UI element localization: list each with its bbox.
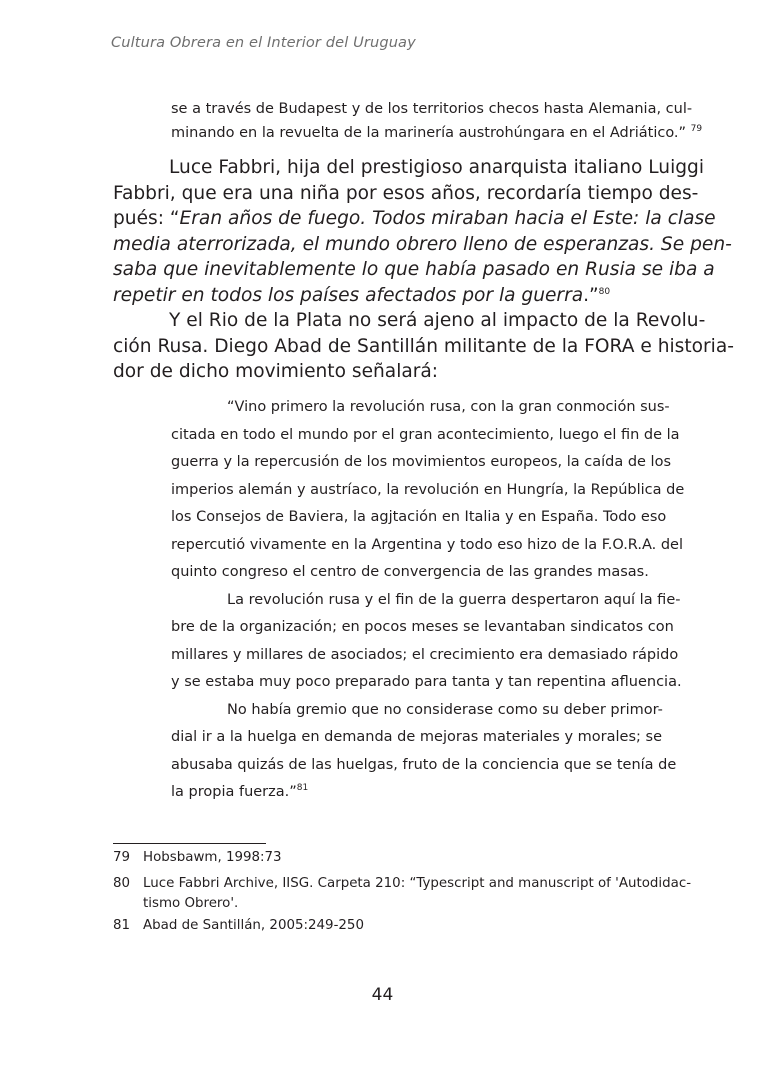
bq-p3-line-3: abusaba quizás de las huelgas, fruto de la conciencia que se tenía de xyxy=(171,756,677,773)
para1-line-6-italic: repetir en todos los países afectados por la guerra xyxy=(113,284,584,306)
paragraph-luce-fabbri xyxy=(113,155,732,308)
bq-p3-line-2: dial ir a la huelga en demanda de mejoras materiales y morales; se xyxy=(171,729,662,745)
bq-p1-line-1: “Vino primero la revolución rusa, con la gran conmoción sus- xyxy=(227,399,670,415)
quote-top-line-1: se a través de Budapest y de los territorios checos hasta Alemania, cul- xyxy=(171,101,693,117)
footnote-text xyxy=(143,916,663,936)
para1-line-6-suffix: .” xyxy=(583,284,599,306)
bq-p2-line-1: La revolución rusa y el fin de la guerra despertaron aquí la fie- xyxy=(227,591,681,608)
bq-p1-line-6: repercutió vivamente en la Argentina y todo eso hizo de la F.O.R.A. del xyxy=(171,536,684,553)
footnote-number: 79 xyxy=(113,850,131,865)
footnote-79 xyxy=(113,848,663,868)
bq-p1-line-2: citada en todo el mundo por el gran acontecimiento, luego el fin de la xyxy=(171,426,680,443)
bq-p1-line-3: guerra y la repercusión de los movimientos europeos, la caída de los xyxy=(171,454,672,470)
footnote-ref-81: 81 xyxy=(296,783,309,794)
para2-line-3: dor de dicho movimiento señalará: xyxy=(113,361,439,382)
para1-line-5: saba que inevitablemente lo que había pasado en Rusia se iba a xyxy=(113,259,715,280)
footnote-81 xyxy=(113,916,663,936)
para1-line-6 xyxy=(113,283,663,309)
quote-top-line-2-text: minando en la revuelta de la marinería austrohúngara en el Adriático.” xyxy=(171,125,687,141)
footnote-80 xyxy=(113,874,692,914)
bq-p3-line-4 xyxy=(171,779,662,807)
footnote-text xyxy=(143,848,663,868)
bq-p3-line-1: No había gremio que no considerase como su deber primor- xyxy=(227,701,663,718)
para2-line-2: ción Rusa. Diego Abad de Santillán militante de la FORA e historia- xyxy=(113,335,734,357)
bq-p2-line-3: millares y millares de asociados; el crecimiento era demasiado rápido xyxy=(171,646,679,663)
bq-p2-line-4: y se estaba muy poco preparado para tanta y tan repentina afluencia. xyxy=(171,674,682,690)
paragraph-rio-de-la-plata xyxy=(113,308,734,385)
block-quote-santillan xyxy=(171,394,685,807)
footnote-81-line-1: Abad de Santillán, 2005:249-250 xyxy=(143,918,364,933)
footnote-80-line-2: tismo Obrero'. xyxy=(143,896,239,911)
footnote-ref-80: 80 xyxy=(598,286,611,297)
bq-p1-line-7: quinto congreso el centro de convergencia de las grandes masas. xyxy=(171,564,649,580)
para1-line-3-italic: Eran años de fuego. Todos miraban hacia el Este: la clase xyxy=(179,208,716,229)
para1-line-3 xyxy=(113,206,716,232)
para1-line-3-prefix: pués: “ xyxy=(113,208,180,229)
footnote-number: 81 xyxy=(113,918,131,933)
para2-line-1: Y el Rio de la Plata no será ajeno al impacto de la Revolu- xyxy=(169,310,706,331)
bq-p1-line-5: los Consejos de Baviera, la agjtación en Italia y en España. Todo eso xyxy=(171,509,667,525)
quote-top-line-2 xyxy=(171,121,703,145)
footnote-text xyxy=(143,874,692,914)
page-number: 44 xyxy=(371,985,394,1005)
footnote-ref-79: 79 xyxy=(690,124,703,135)
footnote-number: 80 xyxy=(113,876,131,891)
footnote-79-line-1: Hobsbawm, 1998:73 xyxy=(143,850,282,865)
footnote-80-line-1: Luce Fabbri Archive, IISG. Carpeta 210: “Typescript and manuscript of 'Autodidac- xyxy=(143,876,692,891)
bq-p1-line-4: imperios alemán y austríaco, la revolución en Hungría, la República de xyxy=(171,481,685,498)
running-header: Cultura Obrera en el Interior del Uruguay xyxy=(111,34,416,51)
para1-line-1: Luce Fabbri, hija del prestigioso anarquista italiano Luiggi xyxy=(169,157,705,178)
bq-p3-line-4-text: la propia fuerza.” xyxy=(171,784,297,800)
para1-line-4: media aterrorizada, el mundo obrero lleno de esperanzas. Se pen- xyxy=(113,233,732,255)
para1-line-2: Fabbri, que era una niña por esos años, recordaría tiempo des- xyxy=(113,182,699,204)
bq-p2-line-2: bre de la organización; en pocos meses se levantaban sindicatos con xyxy=(171,619,674,635)
footnote-separator xyxy=(113,843,266,844)
